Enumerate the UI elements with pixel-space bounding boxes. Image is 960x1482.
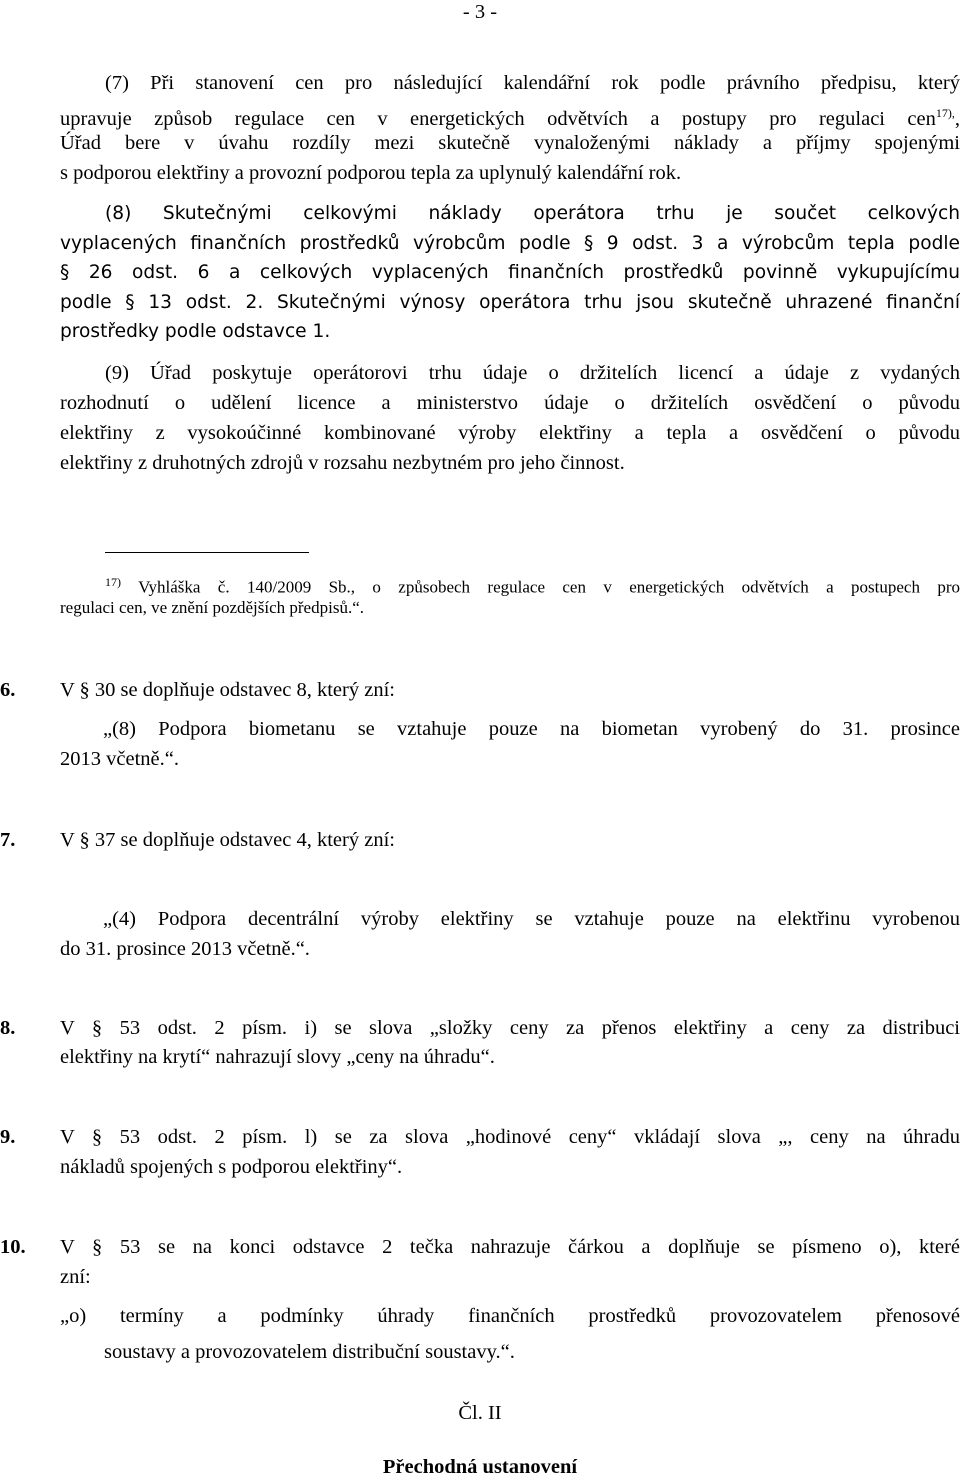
p7-line-2-text: upravuje způsob regulace cen v energetických odvětvích a postupy pro regulaci cen bbox=[60, 107, 936, 130]
p9-line-1: (9) Úřad poskytuje operátorovi trhu údaje o držitelích licencí a údaje z vydaných bbox=[105, 362, 960, 384]
p9-line-3: elektřiny z vysokoúčinné kombinované výroby elektřiny a tepla a osvědčení o původu bbox=[60, 422, 960, 444]
item-6-number: 6. bbox=[0, 679, 16, 701]
p8-line-4: podle § 13 odst. 2. Skutečnými výnosy operátora trhu jsou skutečně uhrazené finanční bbox=[60, 292, 960, 313]
footnote-divider bbox=[105, 552, 309, 553]
item-7-line-1: V § 37 se doplňuje odstavec 4, který zní: bbox=[60, 829, 395, 851]
p8-line-5: prostředky podle odstavce 1. bbox=[60, 321, 331, 342]
p7-line-2-tail: , bbox=[954, 107, 960, 130]
item-8-line-2: elektřiny na krytí“ nahrazují slovy „ceny na úhradu“. bbox=[60, 1046, 495, 1068]
p7-line-3: Úřad bere v úvahu rozdíly mezi skutečně vynaloženými náklady a příjmy spojenými bbox=[60, 132, 960, 154]
p8-line-3: § 26 odst. 6 a celkových vyplacených finančních prostředků povinně vykupujícímu bbox=[60, 262, 960, 283]
p9-line-4: elektřiny z druhotných zdrojů v rozsahu nezbytném pro jeho činnost. bbox=[60, 452, 625, 474]
item-10-quote-2: soustavy a provozovatelem distribuční soustavy.“. bbox=[104, 1341, 515, 1363]
p7-line-4: s podporou elektřiny a provozní podporou tepla za uplynulý kalendářní rok. bbox=[60, 162, 682, 184]
item-10-number: 10. bbox=[0, 1236, 26, 1258]
item-6-quote-1: „(8) Podpora biometanu se vztahuje pouze na biometan vyrobený do 31. prosince bbox=[103, 718, 960, 740]
article-title: Přechodná ustanovení bbox=[382, 1456, 578, 1478]
footnote-ref-17: 17), bbox=[935, 106, 955, 120]
article-number: Čl. II bbox=[458, 1402, 502, 1424]
item-7-number: 7. bbox=[0, 829, 16, 851]
p8-line-1: (8) Skutečnými celkovými náklady operátora trhu je součet celkových bbox=[105, 203, 960, 224]
item-10-line-2: zní: bbox=[60, 1266, 91, 1288]
p9-line-2: rozhodnutí o udělení licence a ministerstvo údaje o držitelích osvědčení o původu bbox=[60, 392, 960, 414]
item-8-line-1: V § 53 odst. 2 písm. i) se slova „složky ceny za přenos elektřiny a ceny za distribuci bbox=[60, 1017, 960, 1039]
item-8-number: 8. bbox=[0, 1017, 16, 1039]
p7-line-1: (7) Při stanovení cen pro následující kalendářní rok podle právního předpisu, který bbox=[105, 72, 960, 94]
footnote-marker: 17) bbox=[105, 575, 121, 589]
item-6-line-1: V § 30 se doplňuje odstavec 8, který zní: bbox=[60, 679, 395, 701]
item-10-quote-1: „o) termíny a podmínky úhrady finančních prostředků provozovatelem přenosové bbox=[60, 1305, 960, 1327]
item-7-quote-2: do 31. prosince 2013 včetně.“. bbox=[60, 938, 310, 960]
item-9-line-1: V § 53 odst. 2 písm. l) se za slova „hodinové ceny“ vkládají slova „, ceny na úhradu bbox=[60, 1126, 960, 1148]
item-6-quote-2: 2013 včetně.“. bbox=[60, 748, 179, 770]
footnote-text-1: Vyhláška č. 140/2009 Sb., o způsobech regulace cen v energetických odvětvích a postupech pro bbox=[138, 577, 960, 597]
item-10-line-1: V § 53 se na konci odstavce 2 tečka nahrazuje čárkou a doplňuje se písmeno o), které bbox=[60, 1236, 960, 1258]
page-number: - 3 - bbox=[462, 1, 498, 23]
item-9-number: 9. bbox=[0, 1126, 16, 1148]
item-7-quote-1: „(4) Podpora decentrální výroby elektřiny se vztahuje pouze na elektřinu vyrobenou bbox=[103, 908, 960, 930]
footnote-line-2: regulaci cen, ve znění pozdějších předpisů.“. bbox=[60, 598, 364, 617]
p8-line-2: vyplacených finančních prostředků výrobcům podle § 9 odst. 3 a výrobcům tepla podle bbox=[60, 233, 960, 254]
item-9-line-2: nákladů spojených s podporou elektřiny“. bbox=[60, 1156, 403, 1178]
